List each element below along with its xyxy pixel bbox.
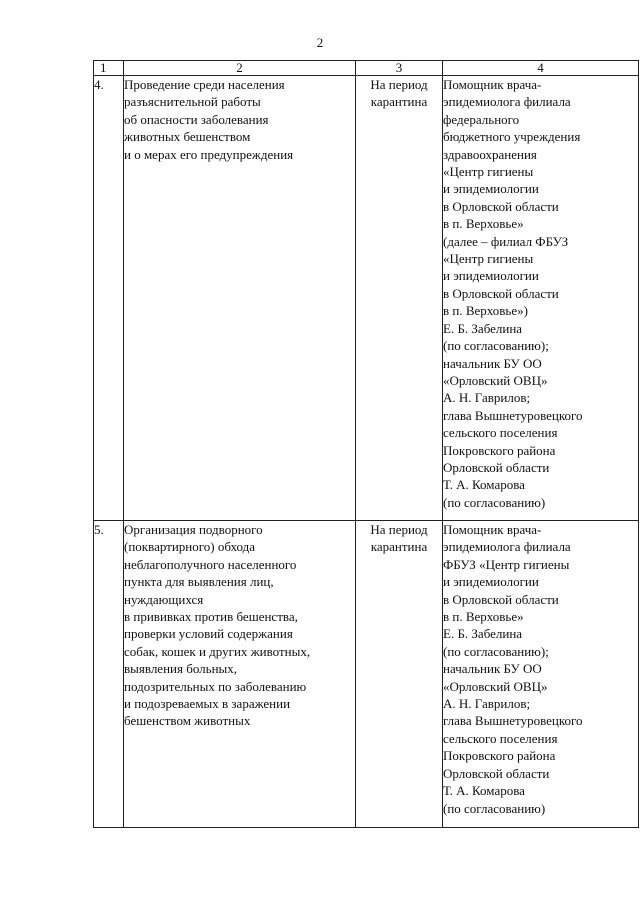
table-row [94, 76, 639, 521]
measure-line: нуждающихся [124, 591, 204, 607]
measure-line: в прививках против бешенства, [124, 609, 298, 625]
measure-line: Организация подворного [124, 522, 263, 537]
responsible-line: ФБУЗ «Центр гигиены [443, 556, 570, 572]
period-line: На период [370, 77, 428, 92]
responsible-line: Помощник врача- [443, 522, 542, 537]
responsible-line: (далее – филиал ФБУЗ [443, 233, 569, 249]
responsible-line: в Орловской области [443, 285, 559, 301]
period-cell [356, 521, 443, 828]
column-header-1: 1 [94, 61, 124, 76]
table-row [94, 521, 639, 828]
responsible-line: эпидемиолога филиала [443, 94, 571, 110]
responsible-cell [443, 521, 639, 828]
measure-line: разъяснительной работы [124, 94, 261, 110]
responsible-line: (по согласованию); [443, 338, 549, 354]
measure-description [124, 521, 356, 828]
column-header-4: 4 [443, 61, 639, 76]
measure-line: (поквартирного) обхода [124, 539, 255, 555]
responsible-line: начальник БУ ОО [443, 661, 542, 677]
responsible-line: начальник БУ ОО [443, 355, 542, 371]
responsible-line: Орловской области [443, 765, 550, 781]
measure-line: неблагополучного населенного [124, 556, 297, 572]
responsible-line: А. Н. Гаврилов; [443, 696, 531, 712]
column-header-2: 2 [124, 61, 356, 76]
measure-line: и о мерах его предупреждения [124, 146, 294, 162]
column-header-3: 3 [356, 61, 443, 76]
row-number: 4. [94, 76, 124, 521]
responsible-line: сельского поселения [443, 425, 558, 441]
responsible-line: (по согласованию) [443, 800, 546, 816]
period-cell [356, 76, 443, 521]
responsible-line: в п. Верховье» [443, 216, 524, 232]
responsible-line: (по согласованию) [443, 494, 546, 510]
measure-line: собак, кошек и других животных, [124, 643, 311, 659]
responsible-line: Е. Б. Забелина [443, 626, 523, 642]
responsible-line: «Орловский ОВЦ» [443, 678, 548, 694]
responsible-line: и эпидемиологии [443, 574, 539, 590]
measure-line: выявления больных, [124, 661, 238, 677]
measure-line: подозрительных по заболеванию [124, 678, 307, 694]
responsible-line: (по согласованию); [443, 643, 549, 659]
table-header-row [94, 61, 639, 76]
measure-line: Проведение среди населения [124, 77, 285, 92]
measures-table [93, 60, 639, 828]
responsible-line: Е. Б. Забелина [443, 320, 523, 336]
responsible-line: «Центр гигиены [443, 164, 534, 180]
responsible-line: в Орловской области [443, 198, 559, 214]
page-number: 2 [316, 35, 324, 50]
responsible-line: Покровского района [443, 748, 556, 764]
period-line: карантина [370, 94, 428, 110]
period-line: На период [370, 522, 428, 537]
row-number: 5. [94, 521, 124, 828]
measure-line: об опасности заболевания [124, 111, 269, 127]
responsible-cell [443, 76, 639, 521]
responsible-line: глава Вышнетуровецкого [443, 407, 583, 423]
measure-line: и подозреваемых в заражении [124, 696, 291, 712]
responsible-line: и эпидемиологии [443, 181, 539, 197]
responsible-line: «Центр гигиены [443, 251, 534, 267]
responsible-line: эпидемиолога филиала [443, 539, 571, 555]
responsible-line: «Орловский ОВЦ» [443, 372, 548, 388]
responsible-line: бюджетного учреждения [443, 129, 581, 145]
responsible-line: Т. А. Комарова [443, 783, 525, 799]
responsible-line: Орловской области [443, 459, 550, 475]
responsible-line: глава Вышнетуровецкого [443, 713, 583, 729]
responsible-line: Помощник врача- [443, 77, 542, 92]
responsible-line: здравоохранения [443, 146, 537, 162]
measure-line: животных бешенством [124, 129, 251, 145]
responsible-line: в п. Верховье») [443, 303, 528, 319]
period-line: карантина [370, 539, 428, 555]
measure-line: проверки условий содержания [124, 626, 293, 642]
responsible-line: в п. Верховье» [443, 609, 524, 625]
responsible-line: Покровского района [443, 442, 556, 458]
measure-line: пункта для выявления лиц, [124, 574, 274, 590]
measure-line: бешенством животных [124, 713, 251, 729]
measure-description [124, 76, 356, 521]
responsible-line: и эпидемиологии [443, 268, 539, 284]
responsible-line: федерального [443, 111, 520, 127]
responsible-line: сельского поселения [443, 730, 558, 746]
responsible-line: в Орловской области [443, 591, 559, 607]
responsible-line: Т. А. Комарова [443, 477, 525, 493]
responsible-line: А. Н. Гаврилов; [443, 390, 531, 406]
